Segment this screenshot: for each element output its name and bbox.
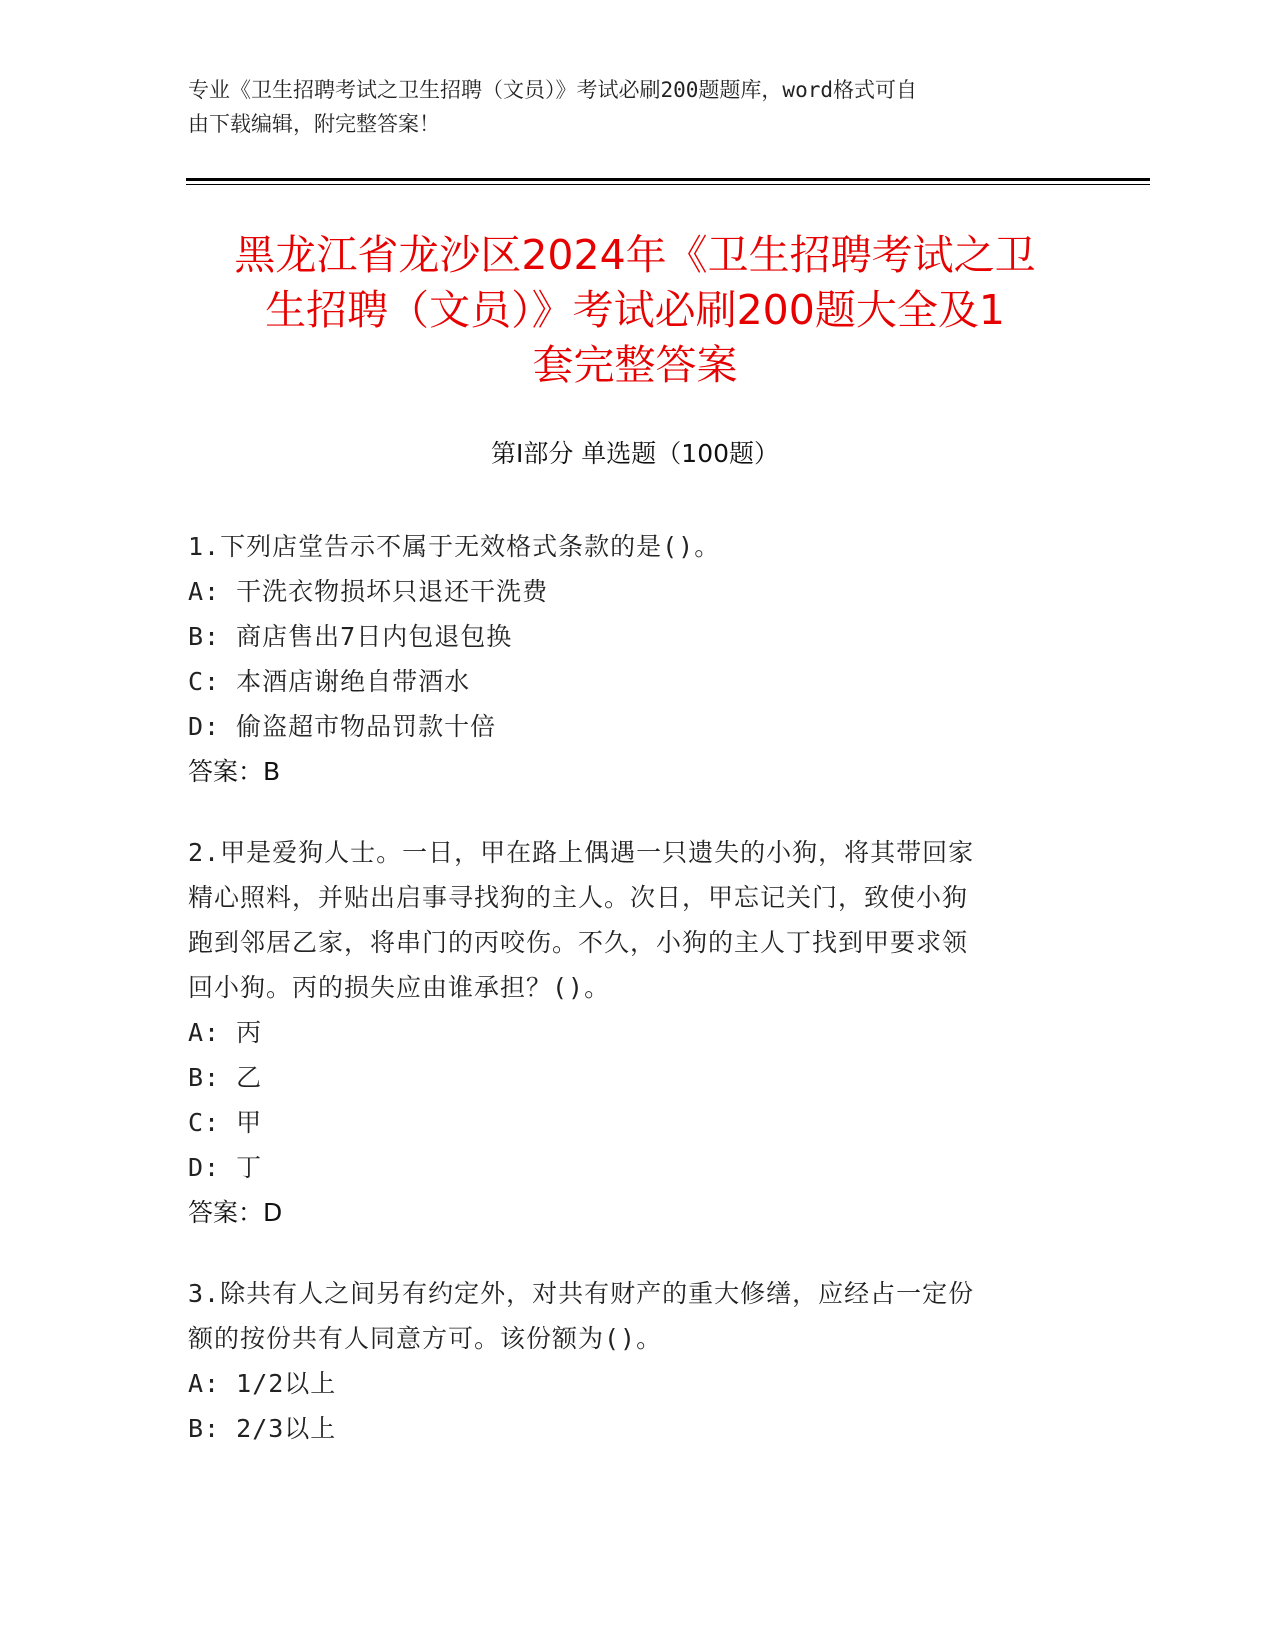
option-b: B: 商店售出7日内包退包换 (188, 622, 513, 651)
option-d: D: 丁 (188, 1153, 263, 1182)
option-a: A: 干洗衣物损坏只退还干洗费 (188, 577, 549, 606)
answer: 答案：D (188, 1198, 283, 1227)
question-stem: 额的按份共有人同意方可。该份额为()。 (188, 1324, 663, 1353)
section-heading: 第I部分 单选题（100题） (490, 439, 780, 468)
answer: 答案：B (188, 757, 281, 786)
header-note-line: 专业《卫生招聘考试之卫生招聘（文员）》考试必刷200题题库，word格式可自 (188, 78, 917, 102)
question-stem: 3.除共有人之间另有约定外，对共有财产的重大修缮，应经占一定份 (188, 1279, 975, 1308)
question-stem: 精心照料，并贴出启事寻找狗的主人。次日，甲忘记关门，致使小狗 (188, 883, 969, 912)
question-3 (188, 1271, 1068, 1451)
header-divider-thick (186, 178, 1150, 181)
question-list (188, 524, 1068, 1487)
option-c: C: 甲 (188, 1108, 263, 1137)
header-note-line: 由下载编辑，附完整答案！ (188, 112, 440, 136)
question-stem: 回小狗。丙的损失应由谁承担？()。 (188, 973, 611, 1002)
header-note (188, 73, 1068, 141)
option-b: B: 2/3以上 (188, 1414, 337, 1443)
question-2 (188, 830, 1068, 1235)
header-divider-thin (186, 184, 1150, 185)
option-a: A: 1/2以上 (188, 1369, 337, 1398)
question-stem: 2.甲是爱狗人士。一日，甲在路上偶遇一只遗失的小狗，将其带回家 (188, 838, 975, 867)
question-stem: 跑到邻居乙家，将串门的丙咬伤。不久，小狗的主人丁找到甲要求领 (188, 928, 969, 957)
option-c: C: 本酒店谢绝自带酒水 (188, 667, 471, 696)
option-d: D: 偷盗超市物品罚款十倍 (188, 712, 497, 741)
title-line: 生招聘（文员）》考试必刷200题大全及1 (265, 286, 1005, 334)
document-title (170, 228, 1100, 393)
question-1 (188, 524, 1068, 794)
question-stem: 1.下列店堂告示不属于无效格式条款的是()。 (188, 532, 721, 561)
option-b: B: 乙 (188, 1063, 263, 1092)
title-line: 套完整答案 (532, 341, 738, 389)
title-line: 黑龙江省龙沙区2024年《卫生招聘考试之卫 (234, 231, 1036, 279)
option-a: A: 丙 (188, 1018, 263, 1047)
